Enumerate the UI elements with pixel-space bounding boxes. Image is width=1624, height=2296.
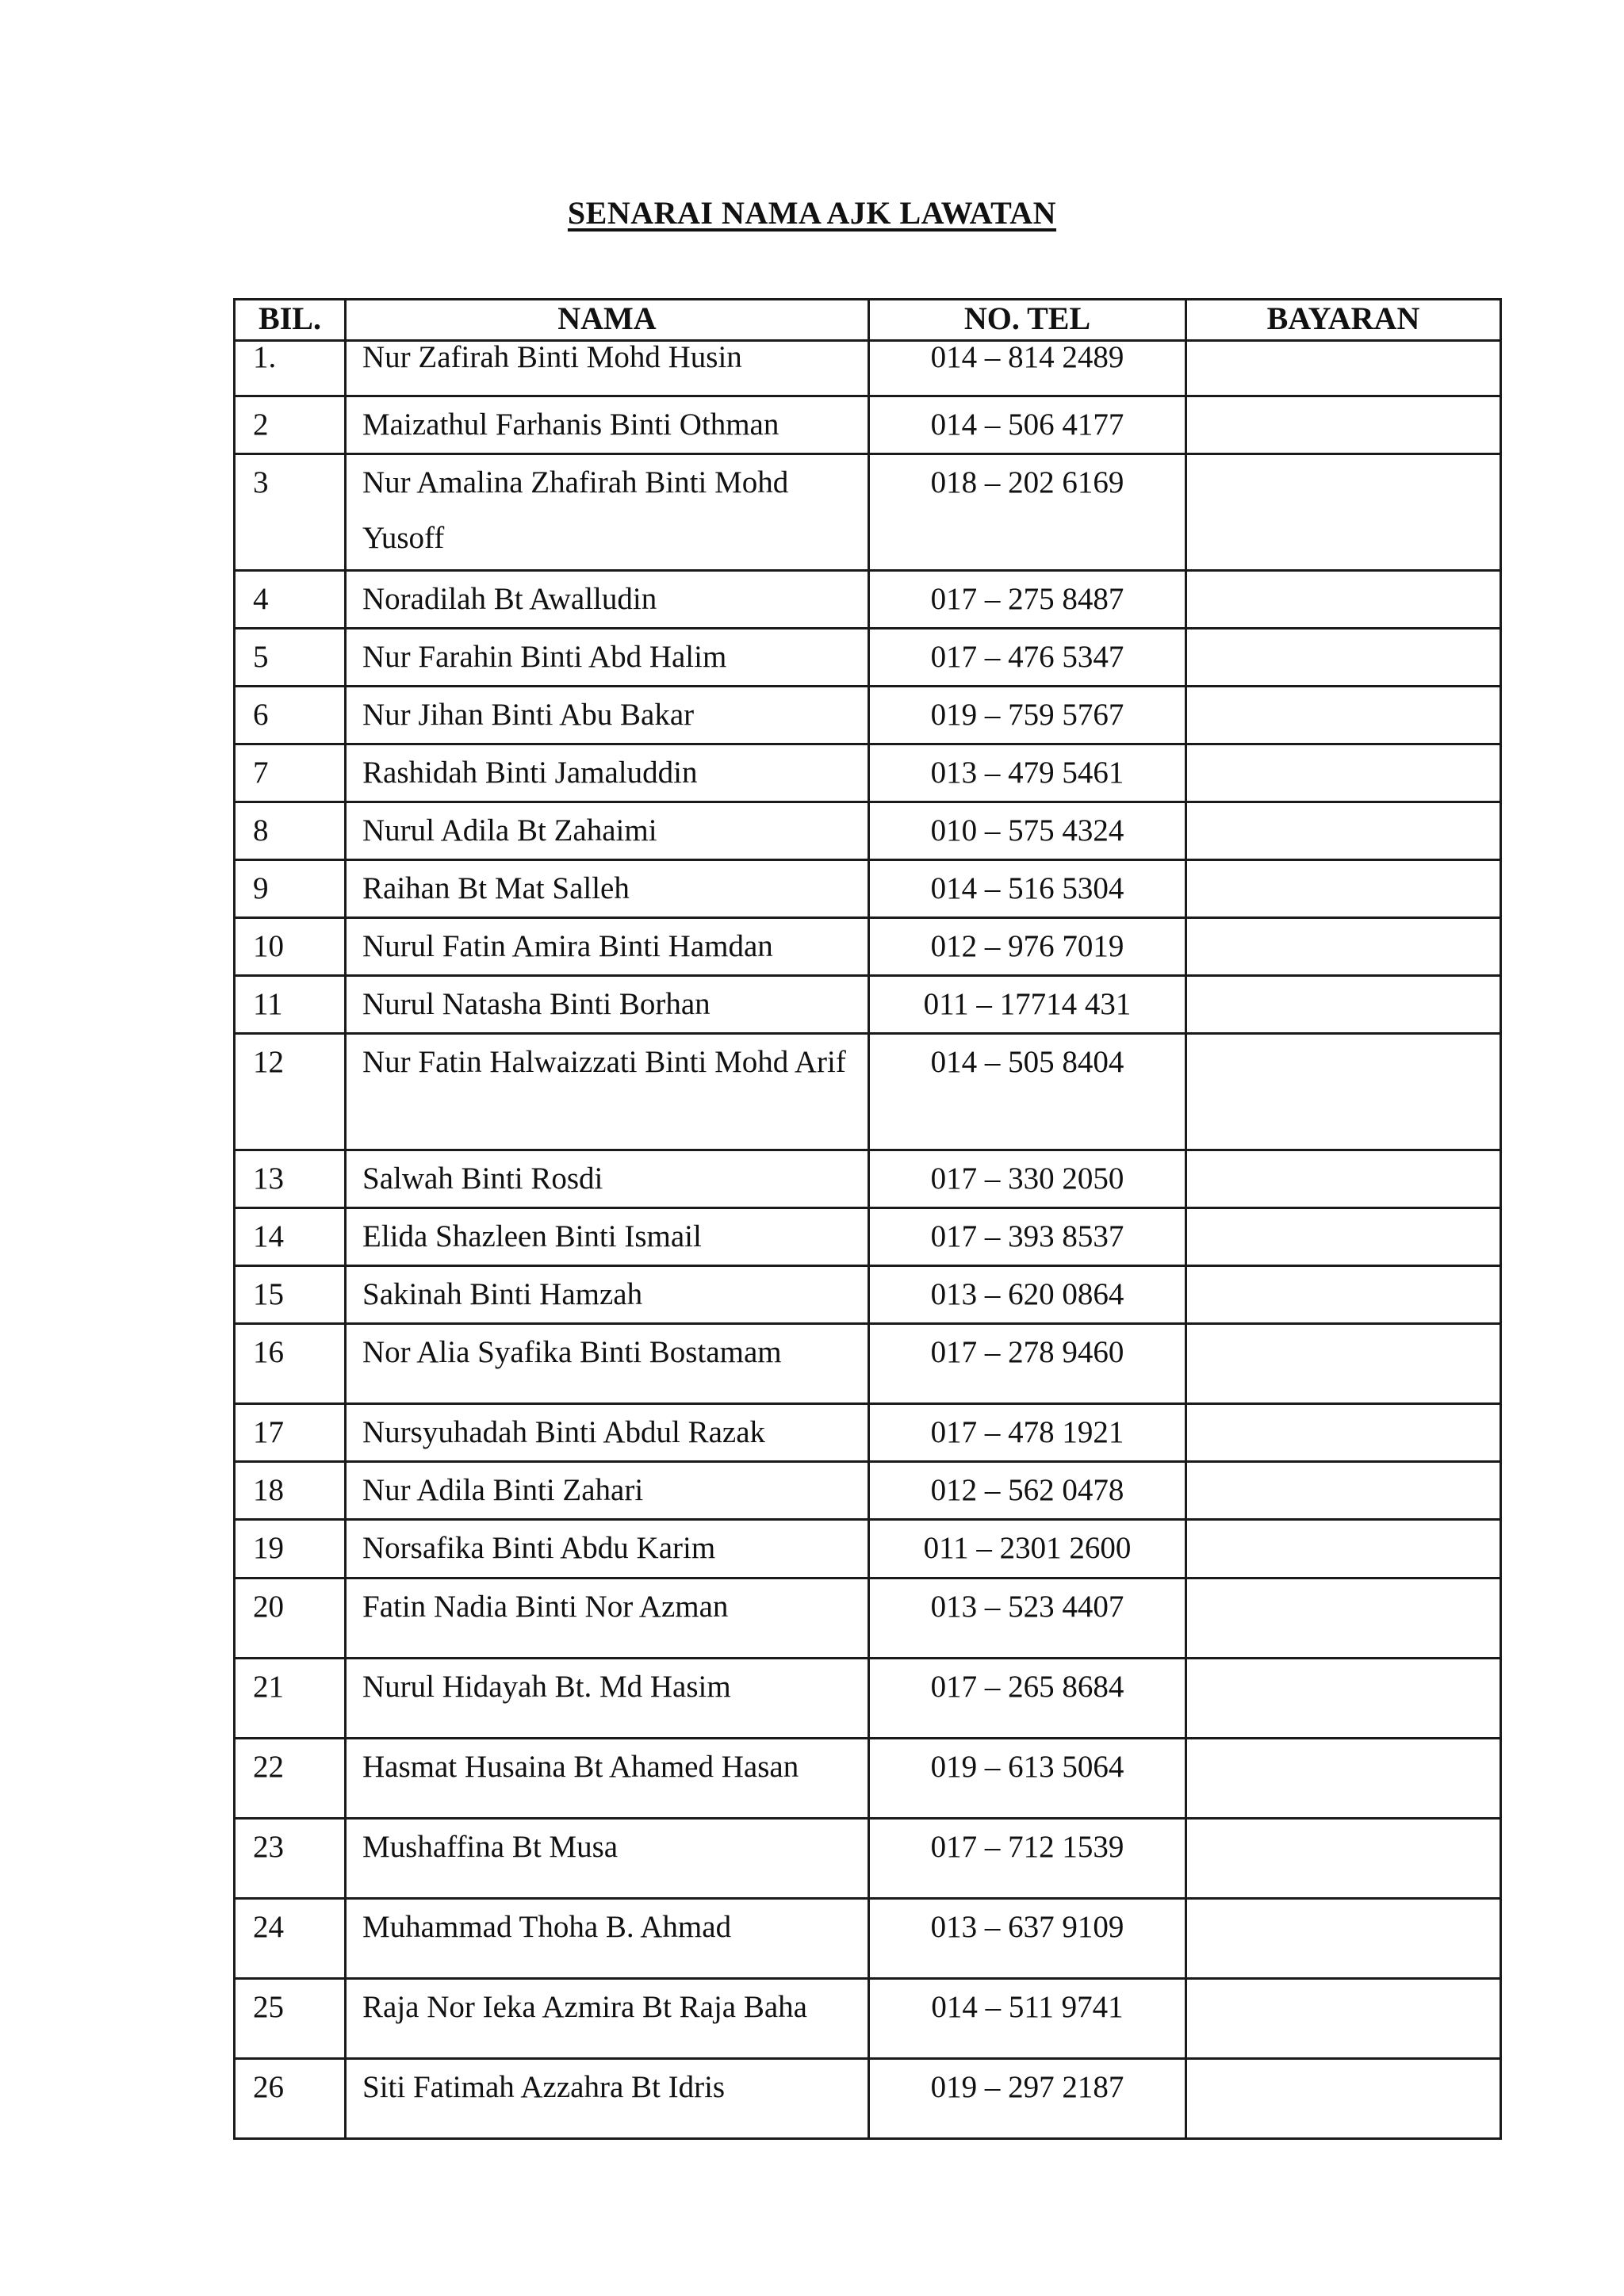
cell-bayaran [1186,1739,1501,1819]
cell-bayaran [1186,1462,1501,1520]
cell-bayaran [1186,341,1501,396]
cell-bayaran [1186,1899,1501,1979]
cell-bayaran [1186,1979,1501,2059]
cell-bil: 21 [235,1659,346,1739]
cell-bil: 8 [235,802,346,860]
table-row [235,1899,1501,1979]
cell-nama: Mushaffina Bt Musa [346,1819,869,1899]
cell-bil: 17 [235,1404,346,1462]
cell-bil: 26 [235,2059,346,2139]
table-row [235,1578,1501,1659]
cell-tel: 014 – 505 8404 [869,1034,1186,1150]
cell-tel: 019 – 297 2187 [869,2059,1186,2139]
cell-tel: 018 – 202 6169 [869,454,1186,571]
cell-tel: 017 – 330 2050 [869,1150,1186,1208]
header-tel: NO. TEL [869,300,1186,341]
cell-bil: 10 [235,918,346,976]
cell-bil: 4 [235,571,346,629]
table-row [235,976,1501,1034]
cell-bayaran [1186,1324,1501,1404]
cell-bil: 23 [235,1819,346,1899]
cell-bayaran [1186,454,1501,571]
cell-nama: Raihan Bt Mat Salleh [346,860,869,918]
cell-bayaran [1186,1659,1501,1739]
cell-bil: 24 [235,1899,346,1979]
cell-bil: 16 [235,1324,346,1404]
cell-bayaran [1186,1150,1501,1208]
cell-nama: Elida Shazleen Binti Ismail [346,1208,869,1266]
cell-tel: 017 – 712 1539 [869,1819,1186,1899]
page-title: SENARAI NAMA AJK LAWATAN [567,195,1057,231]
cell-nama: Hasmat Husaina Bt Ahamed Hasan [346,1739,869,1819]
table-header-row [235,300,1501,341]
cell-bayaran [1186,1578,1501,1659]
table-row [235,1266,1501,1324]
cell-nama: Nursyuhadah Binti Abdul Razak [346,1404,869,1462]
cell-nama: Norsafika Binti Abdu Karim [346,1520,869,1578]
header-bil: BIL. [235,300,346,341]
cell-nama: Maizathul Farhanis Binti Othman [346,396,869,454]
cell-bayaran [1186,1404,1501,1462]
cell-bayaran [1186,976,1501,1034]
cell-bayaran [1186,860,1501,918]
cell-nama: Sakinah Binti Hamzah [346,1266,869,1324]
member-table [233,298,1502,2140]
cell-bayaran [1186,1520,1501,1578]
table-row [235,2059,1501,2139]
cell-bil: 11 [235,976,346,1034]
cell-bayaran [1186,744,1501,802]
cell-nama: Raja Nor Ieka Azmira Bt Raja Baha [346,1979,869,2059]
cell-nama: Nur Fatin Halwaizzati Binti Mohd Arif [346,1034,869,1150]
cell-tel: 013 – 479 5461 [869,744,1186,802]
cell-nama: Nurul Hidayah Bt. Md Hasim [346,1659,869,1739]
table-row [235,802,1501,860]
cell-bil: 6 [235,687,346,744]
cell-tel: 017 – 278 9460 [869,1324,1186,1404]
cell-bayaran [1186,918,1501,976]
table-row [235,1659,1501,1739]
cell-tel: 012 – 976 7019 [869,918,1186,976]
cell-nama: Nur Farahin Binti Abd Halim [346,629,869,687]
table-row [235,1150,1501,1208]
cell-bil: 25 [235,1979,346,2059]
cell-nama: Siti Fatimah Azzahra Bt Idris [346,2059,869,2139]
cell-tel: 017 – 265 8684 [869,1659,1186,1739]
cell-tel: 014 – 814 2489 [869,341,1186,396]
cell-bayaran [1186,1266,1501,1324]
table-row [235,1324,1501,1404]
cell-tel: 017 – 478 1921 [869,1404,1186,1462]
table-row [235,1739,1501,1819]
cell-tel: 011 – 2301 2600 [869,1520,1186,1578]
cell-tel: 019 – 759 5767 [869,687,1186,744]
cell-tel: 014 – 511 9741 [869,1979,1186,2059]
cell-bayaran [1186,1034,1501,1150]
cell-nama: Nurul Adila Bt Zahaimi [346,802,869,860]
cell-tel: 017 – 476 5347 [869,629,1186,687]
cell-nama: Muhammad Thoha B. Ahmad [346,1899,869,1979]
cell-bil: 20 [235,1578,346,1659]
table-row [235,454,1501,571]
header-bayaran: BAYARAN [1186,300,1501,341]
cell-bayaran [1186,1208,1501,1266]
cell-nama: Nur Jihan Binti Abu Bakar [346,687,869,744]
cell-bayaran [1186,1819,1501,1899]
cell-tel: 012 – 562 0478 [869,1462,1186,1520]
table-row [235,744,1501,802]
cell-bil: 15 [235,1266,346,1324]
cell-bil: 7 [235,744,346,802]
cell-nama: Nor Alia Syafika Binti Bostamam [346,1324,869,1404]
cell-tel: 010 – 575 4324 [869,802,1186,860]
cell-nama: Noradilah Bt Awalludin [346,571,869,629]
cell-bayaran [1186,2059,1501,2139]
cell-bil: 1. [235,341,346,396]
cell-tel: 013 – 523 4407 [869,1578,1186,1659]
cell-nama: Salwah Binti Rosdi [346,1150,869,1208]
cell-bil: 3 [235,454,346,571]
table-row [235,1520,1501,1578]
table-row [235,1034,1501,1150]
table-row [235,629,1501,687]
cell-bayaran [1186,687,1501,744]
cell-tel: 011 – 17714 431 [869,976,1186,1034]
cell-bil: 22 [235,1739,346,1819]
cell-bayaran [1186,396,1501,454]
cell-bil: 19 [235,1520,346,1578]
cell-bayaran [1186,571,1501,629]
table-row [235,396,1501,454]
cell-bil: 14 [235,1208,346,1266]
cell-tel: 013 – 620 0864 [869,1266,1186,1324]
table-row [235,1208,1501,1266]
cell-bayaran [1186,629,1501,687]
table-row [235,1819,1501,1899]
cell-bil: 2 [235,396,346,454]
table-row [235,1462,1501,1520]
cell-tel: 019 – 613 5064 [869,1739,1186,1819]
cell-nama: Nurul Fatin Amira Binti Hamdan [346,918,869,976]
cell-tel: 014 – 506 4177 [869,396,1186,454]
table-row [235,687,1501,744]
header-nama: NAMA [346,300,869,341]
cell-tel: 017 – 275 8487 [869,571,1186,629]
cell-tel: 013 – 637 9109 [869,1899,1186,1979]
table-row [235,571,1501,629]
cell-nama: Fatin Nadia Binti Nor Azman [346,1578,869,1659]
cell-nama: Nur Zafirah Binti Mohd Husin [346,341,869,396]
cell-tel: 014 – 516 5304 [869,860,1186,918]
table-row [235,341,1501,396]
cell-tel: 017 – 393 8537 [869,1208,1186,1266]
table-row [235,918,1501,976]
cell-nama: Nur Amalina Zhafirah Binti Mohd Yusoff [346,454,869,571]
table-row [235,1404,1501,1462]
cell-bayaran [1186,802,1501,860]
cell-bil: 12 [235,1034,346,1150]
cell-bil: 9 [235,860,346,918]
table-row [235,1979,1501,2059]
cell-bil: 5 [235,629,346,687]
cell-nama: Nur Adila Binti Zahari [346,1462,869,1520]
cell-nama: Nurul Natasha Binti Borhan [346,976,869,1034]
table-row [235,860,1501,918]
cell-bil: 13 [235,1150,346,1208]
cell-bil: 18 [235,1462,346,1520]
cell-nama: Rashidah Binti Jamaluddin [346,744,869,802]
